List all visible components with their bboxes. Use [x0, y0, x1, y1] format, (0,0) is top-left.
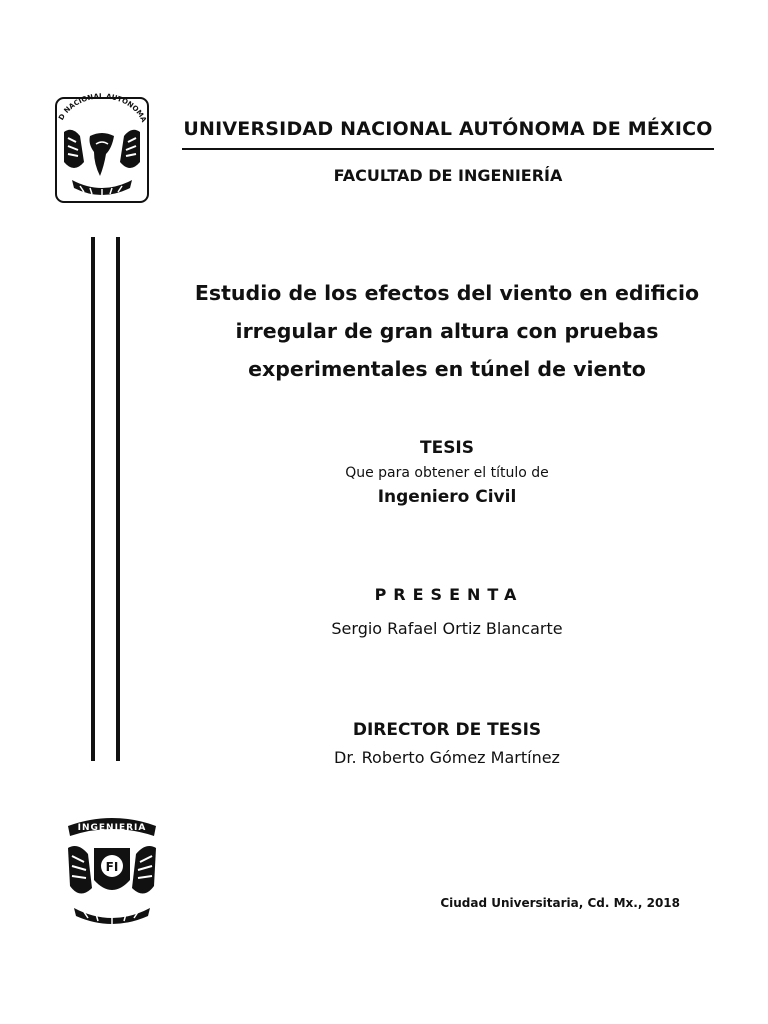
director-label: DIRECTOR DE TESIS	[352, 720, 542, 740]
tesis-subtitle: Que para obtener el título de	[345, 465, 549, 481]
faculty-name: FACULTAD DE INGENIERÍA	[333, 166, 563, 185]
unam-seal-text: D NACIONAL AUTONOMA	[57, 92, 148, 124]
university-name: UNIVERSIDAD NACIONAL AUTÓNOMA DE MÉXICO	[183, 118, 713, 140]
thesis-title-line-2: irregular de gran altura con pruebas	[235, 319, 659, 343]
ingenieria-seal-text: INGENIERIA	[77, 823, 147, 833]
thesis-title-line-3: experimentales en túnel de viento	[248, 357, 646, 381]
unam-seal-icon	[50, 92, 154, 208]
header-divider	[182, 148, 714, 150]
degree-title: Ingeniero Civil	[377, 487, 517, 507]
presenta-label: PRESENTA	[374, 585, 524, 604]
svg-text:UNIVERSIDAD NACIONAL AUTONOMA	[50, 92, 148, 124]
decorative-vertical-line-left	[91, 237, 95, 761]
tesis-label: TESIS	[419, 438, 475, 458]
thesis-title-line-1: Estudio de los efectos del viento en edificio	[194, 281, 700, 305]
thesis-title	[180, 274, 714, 388]
place-and-date: Ciudad Universitaria, Cd. Mx., 2018	[440, 896, 680, 910]
ingenieria-seal-icon	[60, 808, 164, 932]
author-name: Sergio Rafael Ortiz Blancarte	[331, 619, 563, 638]
director-name: Dr. Roberto Gómez Martínez	[334, 748, 560, 767]
svg-text:FI: FI	[105, 860, 119, 874]
decorative-vertical-line-right	[116, 237, 120, 761]
